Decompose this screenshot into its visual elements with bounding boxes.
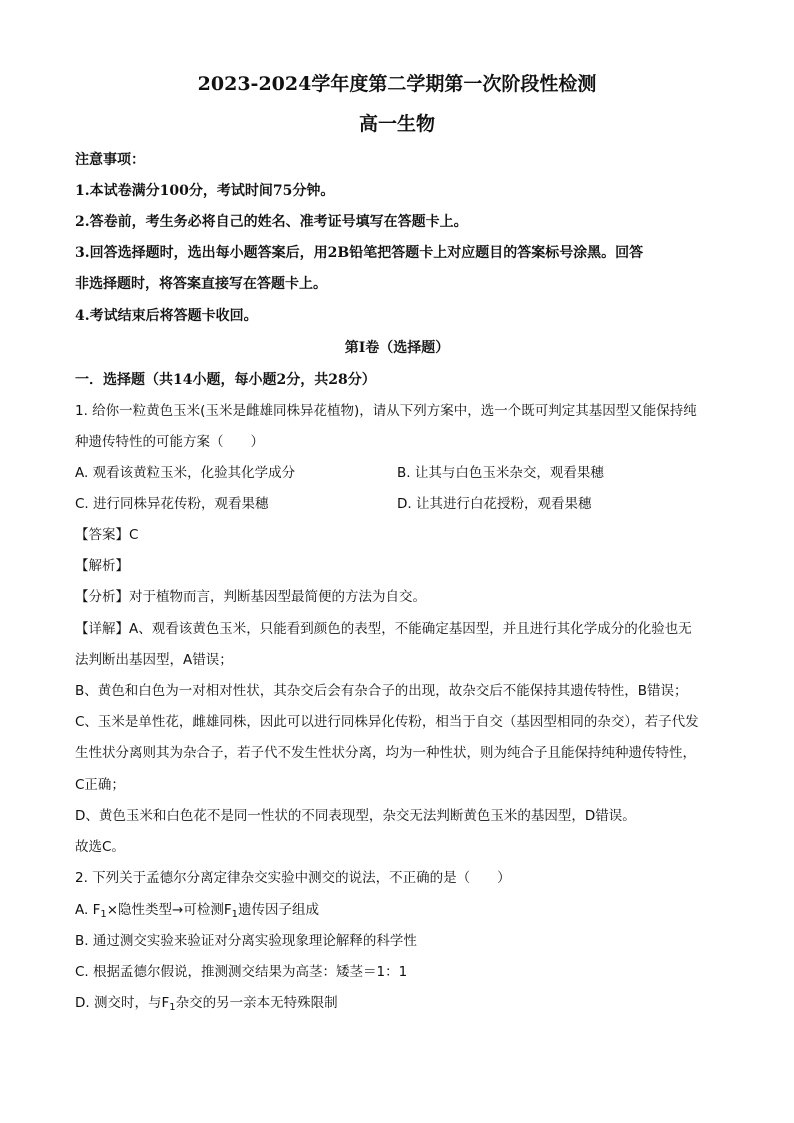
q1-detail-line: C、玉米是单性花，雌雄同株，因此可以进行同株异化传粉，相当于自交（基因型相同的杂交），若子代发 [75, 714, 699, 730]
q1-option-c: C. 进行同株异花传粉，观看果穗 [75, 496, 269, 512]
q1-fenxi: 【分析】对于植物而言，判断基因型最简便的方法为自交。 [75, 589, 426, 605]
volume-heading: 第I卷（选择题） [344, 340, 450, 356]
q1-analysis-label: 【解析】 [75, 558, 129, 574]
q2-option-d: D. 测交时，与$F_1$杂交的另一亲本无特殊限制 [75, 995, 338, 1013]
q1-stem-line2: 种遗传特性的可能方案（ ） [75, 434, 264, 450]
q2-option-b: B. 通过测交实验来验证对分离实验现象理论解释的科学性 [75, 933, 417, 949]
q1-stem-line1: 1. 给你一粒黄色玉米(玉米是雌雄同株异花植物)，请从下列方案中，选一个既可判定其基因型又能保持纯 [75, 403, 697, 419]
q2-stem: 2. 下列关于孟德尔分离定律杂交实验中测交的说法，不正确的是（ ） [75, 870, 511, 886]
q1-detail-line: C正确； [75, 777, 125, 793]
notice-item: 4.考试结束后将答题卡收回。 [75, 308, 258, 324]
q2-option-c: C. 根据孟德尔假说，推测测交结果为高茎：矮茎＝1：1 [75, 964, 408, 980]
exam-title: 2023-2024学年度第二学期第一次阶段性检测 [197, 73, 597, 95]
q1-detail-line: B、黄色和白色为一对相对性状，其杂交后会有杂合子的出现，故杂交后不能保持其遗传特性，B错误； [75, 683, 688, 699]
q1-detail-line: D、黄色玉米和白色花不是同一性状的不同表现型，杂交无法判断黄色玉米的基因型，D错误。 [75, 808, 636, 824]
notice-item: 3.回答选择题时，选出每小题答案后，用2B铅笔把答题卡上对应题目的答案标号涂黑。回答 [75, 245, 644, 261]
notice-item: 非选择题时，将答案直接写在答题卡上。 [75, 276, 327, 292]
q1-options-row2 [75, 494, 734, 514]
subject-title: 高一生物 [358, 113, 435, 135]
q2-option-a: A. $F_1\times$隐性类型→可检测$F_1$遗传因子组成 [75, 902, 319, 920]
q1-answer: 【答案】C [75, 527, 139, 543]
q1-detail-line: 生性状分离则其为杂合子，若子代不发生性状分离，均为一种性状，则为纯合子且能保持纯种遗传特性， [75, 745, 696, 761]
q1-option-a: A. 观看该黄粒玉米，化验其化学成分 [75, 465, 296, 481]
q1-option-b: B. 让其与白色玉米杂交，观看果穗 [397, 465, 604, 481]
notice-heading: 注意事项： [75, 152, 145, 168]
q1-conclusion: 故选C。 [75, 839, 125, 855]
q1-detail-line: 【详解】A、观看该黄色玉米，只能看到颜色的表型，不能确定基因型，并且进行其化学成分的化验也无 [75, 621, 692, 637]
notice-item: 1.本试卷满分100分，考试时间75分钟。 [75, 183, 335, 199]
q1-detail-line: 法判断出基因型，A错误； [75, 652, 233, 668]
section-heading: 一．选择题（共14小题，每小题2分，共28分） [75, 372, 376, 388]
q1-options-row1 [75, 463, 734, 483]
notice-item: 2.答卷前，考生务必将自己的姓名、准考证号填写在答题卡上。 [75, 214, 468, 230]
q1-option-d: D. 让其进行白花授粉，观看果穗 [397, 496, 592, 512]
